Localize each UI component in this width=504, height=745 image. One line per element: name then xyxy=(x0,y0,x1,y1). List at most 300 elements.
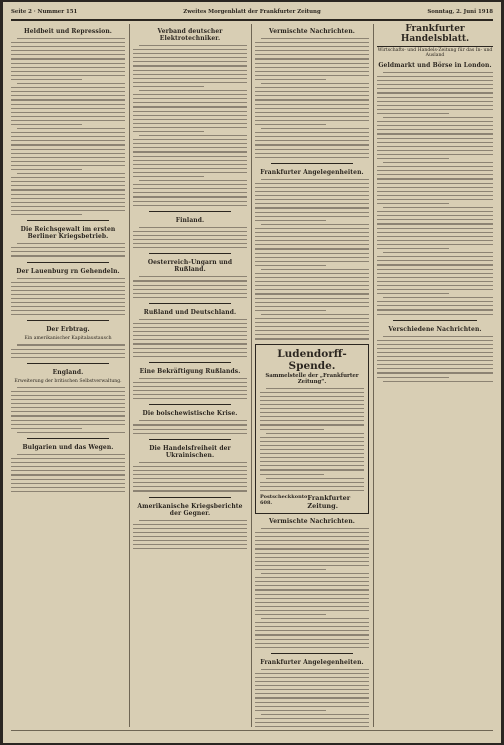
article-separator xyxy=(27,438,109,439)
text-line xyxy=(377,211,493,212)
text-line xyxy=(255,310,326,311)
article-separator xyxy=(27,320,109,321)
text-line xyxy=(11,144,125,145)
article-heading: Verschiedene Nachrichten. xyxy=(388,325,482,333)
text-line xyxy=(11,112,125,113)
text-line xyxy=(133,433,247,434)
text-line xyxy=(133,394,247,395)
text-line xyxy=(133,280,247,281)
text-line xyxy=(133,382,247,383)
article-heading: Die Reichsgewalt im ersten Berliner Kriegsbetrieb. xyxy=(20,226,116,241)
text-line xyxy=(260,465,364,466)
article-separator xyxy=(149,253,231,254)
text-line xyxy=(383,381,493,382)
text-line xyxy=(377,260,493,261)
text-line xyxy=(383,162,493,163)
text-line xyxy=(139,276,247,277)
text-line xyxy=(11,104,125,105)
text-line xyxy=(133,540,247,541)
text-line xyxy=(11,255,125,256)
text-line xyxy=(255,630,369,631)
text-line xyxy=(260,441,364,442)
text-line xyxy=(261,224,369,225)
text-line xyxy=(133,285,247,286)
text-line xyxy=(255,207,369,208)
text-line xyxy=(255,330,369,331)
text-line xyxy=(133,482,247,483)
text-line xyxy=(133,490,247,491)
text-line xyxy=(261,38,369,39)
text-line xyxy=(255,697,369,698)
text-line xyxy=(11,420,125,421)
text-line xyxy=(133,235,247,236)
text-line xyxy=(133,196,247,197)
text-line xyxy=(255,54,369,55)
text-line xyxy=(377,183,493,184)
text-line xyxy=(255,67,369,68)
text-line xyxy=(133,86,204,87)
text-line xyxy=(377,223,493,224)
text-line xyxy=(377,269,493,270)
text-line xyxy=(133,65,247,66)
text-line xyxy=(255,706,369,707)
text-line xyxy=(377,236,493,237)
postscheck-label: Postscheckkonto 608. xyxy=(260,494,308,506)
text-line xyxy=(11,58,125,59)
text-line xyxy=(377,150,493,151)
text-line xyxy=(11,132,125,133)
text-line xyxy=(377,352,493,353)
article-heading: Die Handelsfreiheit der Ukrainischen. xyxy=(149,444,231,459)
text-line xyxy=(255,277,369,278)
text-line xyxy=(255,157,369,158)
text-line xyxy=(133,532,247,533)
text-line xyxy=(255,58,369,59)
article-separator xyxy=(271,163,353,164)
text-line xyxy=(377,248,449,249)
text-line xyxy=(255,63,369,64)
text-line xyxy=(255,622,369,623)
text-line xyxy=(133,82,247,83)
text-line xyxy=(261,528,369,529)
text-line xyxy=(255,99,369,100)
text-line xyxy=(260,449,364,450)
text-line xyxy=(139,45,247,46)
text-line xyxy=(133,247,247,248)
text-line xyxy=(255,42,369,43)
text-line xyxy=(133,343,247,344)
text-line xyxy=(377,240,493,241)
text-line xyxy=(11,306,125,307)
text-line xyxy=(255,124,326,125)
text-line xyxy=(133,544,247,545)
box-footer xyxy=(260,494,364,510)
text-line xyxy=(255,536,369,537)
text-line xyxy=(255,302,369,303)
text-line xyxy=(260,461,364,462)
text-line xyxy=(139,319,247,320)
text-line xyxy=(377,344,493,345)
article-heading: Geldmarkt und Börse in London. xyxy=(378,62,492,69)
text-line xyxy=(260,392,364,393)
text-line xyxy=(377,228,493,229)
text-line xyxy=(133,151,247,152)
text-line xyxy=(261,618,369,619)
text-line xyxy=(11,120,125,121)
text-line xyxy=(261,179,369,180)
text-line xyxy=(17,128,125,129)
text-line xyxy=(11,54,125,55)
text-line xyxy=(255,293,369,294)
article-heading: Vermischte Nachrichten. xyxy=(269,518,355,525)
text-line xyxy=(11,214,82,215)
text-line xyxy=(11,202,125,203)
text-line xyxy=(255,183,369,184)
box-signature: Frankfurter Zeitung. xyxy=(307,494,351,510)
text-line xyxy=(260,486,364,487)
text-line xyxy=(383,117,493,118)
text-line xyxy=(11,479,125,480)
text-line xyxy=(133,184,247,185)
text-line xyxy=(383,72,493,73)
text-line xyxy=(377,348,493,349)
text-line xyxy=(133,188,247,189)
text-line xyxy=(377,195,493,196)
article-heading: Rußland und Deutschland. xyxy=(143,308,237,316)
text-line xyxy=(255,116,369,117)
text-line xyxy=(11,357,125,358)
text-line xyxy=(133,123,247,124)
box-body xyxy=(260,388,364,491)
text-line xyxy=(255,602,369,603)
text-line xyxy=(133,70,247,71)
text-line xyxy=(255,581,369,582)
text-line xyxy=(377,215,493,216)
text-line xyxy=(11,136,125,137)
text-line xyxy=(255,585,369,586)
text-line xyxy=(377,166,493,167)
text-line xyxy=(255,232,369,233)
text-line xyxy=(377,377,449,378)
text-line xyxy=(11,470,125,471)
text-line xyxy=(255,557,369,558)
text-line xyxy=(11,153,125,154)
text-line xyxy=(133,57,247,58)
text-line xyxy=(11,63,125,64)
text-line xyxy=(17,454,125,455)
text-line xyxy=(11,169,82,170)
text-line xyxy=(133,164,247,165)
text-line xyxy=(133,293,247,294)
text-line xyxy=(255,136,369,137)
text-line xyxy=(377,138,493,139)
text-line xyxy=(11,483,125,484)
text-line xyxy=(255,610,369,611)
text-line xyxy=(255,548,369,549)
article-heading: Vermischte Nachrichten. xyxy=(269,28,355,35)
text-line xyxy=(260,453,364,454)
text-line xyxy=(11,428,82,429)
issue-date: Sonntag, 2. Juni 1918 xyxy=(427,9,493,15)
article-separator xyxy=(149,362,231,363)
text-line xyxy=(377,191,493,192)
text-line xyxy=(260,400,364,401)
text-line xyxy=(17,243,125,244)
text-line xyxy=(133,466,247,467)
text-line xyxy=(377,187,493,188)
text-line xyxy=(133,327,247,328)
masthead-note: Wirtschafts- und Handels-Zeitung für das In- und Ausland xyxy=(377,48,493,58)
text-line xyxy=(17,432,125,433)
text-line xyxy=(255,565,369,566)
text-line xyxy=(255,220,326,221)
text-line xyxy=(255,149,369,150)
text-line xyxy=(377,146,493,147)
text-line xyxy=(255,298,369,299)
text-line xyxy=(11,95,125,96)
column-3 xyxy=(255,24,369,727)
text-line xyxy=(377,113,449,114)
text-line xyxy=(11,165,125,166)
text-line xyxy=(11,407,125,408)
text-line xyxy=(255,248,369,249)
text-line xyxy=(11,71,125,72)
text-line xyxy=(11,474,125,475)
text-line xyxy=(11,349,125,350)
text-line xyxy=(133,528,247,529)
text-line xyxy=(255,589,369,590)
text-line xyxy=(133,139,247,140)
text-line xyxy=(133,536,247,537)
article-subheading: Erweiterung der britischen Selbstverwaltung. xyxy=(14,378,122,384)
text-line xyxy=(133,231,247,232)
text-line xyxy=(377,154,493,155)
text-line xyxy=(11,302,125,303)
text-line xyxy=(133,102,247,103)
text-line xyxy=(377,199,493,200)
text-line xyxy=(11,395,125,396)
text-line xyxy=(11,124,82,125)
text-line xyxy=(11,282,125,283)
text-line xyxy=(260,429,324,430)
text-line xyxy=(377,232,493,233)
text-line xyxy=(255,598,369,599)
article-separator xyxy=(149,303,231,304)
text-line xyxy=(139,135,247,136)
text-line xyxy=(11,46,125,47)
text-line xyxy=(255,285,369,286)
text-line xyxy=(139,180,247,181)
text-line xyxy=(139,462,247,463)
text-line xyxy=(133,470,247,471)
text-line xyxy=(255,689,369,690)
text-line xyxy=(11,415,125,416)
text-line xyxy=(377,125,493,126)
article-heading: England. xyxy=(52,368,84,376)
text-line xyxy=(17,387,125,388)
text-line xyxy=(255,334,369,335)
text-line xyxy=(377,219,493,220)
article-separator xyxy=(27,363,109,364)
text-line xyxy=(133,323,247,324)
text-line xyxy=(133,486,247,487)
box-title: Ludendorff-Spende. xyxy=(277,347,347,372)
text-line xyxy=(133,127,247,128)
text-line xyxy=(260,482,364,483)
text-line xyxy=(133,424,247,425)
text-line xyxy=(11,108,125,109)
text-line xyxy=(133,98,247,99)
text-line xyxy=(11,198,125,199)
text-line xyxy=(133,160,247,161)
text-line xyxy=(11,149,125,150)
text-line xyxy=(377,277,493,278)
text-line xyxy=(377,372,493,373)
text-line xyxy=(255,195,369,196)
text-line xyxy=(255,577,369,578)
text-line xyxy=(133,429,247,430)
text-line xyxy=(11,290,125,291)
text-line xyxy=(255,639,369,640)
article-separator xyxy=(149,404,231,405)
column-rule xyxy=(129,24,130,727)
text-line xyxy=(133,524,247,525)
ludendorff-spende-box xyxy=(255,344,369,514)
text-line xyxy=(255,281,369,282)
text-line xyxy=(255,120,369,121)
text-line xyxy=(11,403,125,404)
article-separator xyxy=(149,439,231,440)
text-line xyxy=(11,251,125,252)
text-line xyxy=(133,548,247,549)
text-line xyxy=(255,726,369,727)
article-heading: Die bolschewistische Krise. xyxy=(142,410,238,418)
text-line xyxy=(133,352,247,353)
text-line xyxy=(260,412,364,413)
text-line xyxy=(255,673,369,674)
text-line xyxy=(11,286,125,287)
text-line xyxy=(377,289,493,290)
article-heading: Der Erbtrag. xyxy=(46,326,90,334)
text-line xyxy=(255,540,369,541)
text-line xyxy=(377,244,493,245)
text-line xyxy=(377,101,493,102)
text-line xyxy=(133,239,247,240)
newspaper-title: Zweites Morgenblatt der Frankfurter Zeitung xyxy=(183,9,321,15)
text-line xyxy=(255,244,369,245)
column-rule xyxy=(373,24,374,727)
text-line xyxy=(255,647,369,648)
text-line xyxy=(266,388,364,389)
text-line xyxy=(139,378,247,379)
text-line xyxy=(377,80,493,81)
text-line xyxy=(255,199,369,200)
text-line xyxy=(255,191,369,192)
text-line xyxy=(255,614,326,615)
text-line xyxy=(377,109,493,110)
text-line xyxy=(133,335,247,336)
text-line xyxy=(261,128,369,129)
text-line xyxy=(11,79,82,80)
text-line xyxy=(133,119,247,120)
text-line xyxy=(11,424,125,425)
text-line xyxy=(255,46,369,47)
text-line xyxy=(377,293,449,294)
text-line xyxy=(17,173,125,174)
text-line xyxy=(383,297,493,298)
text-line xyxy=(260,469,364,470)
text-line xyxy=(377,281,493,282)
text-line xyxy=(261,573,369,574)
article-subheading: Ein amerikanischer Kapitalaustausch xyxy=(24,336,112,342)
article-heading: Oesterreich-Ungarn und Rußland. xyxy=(147,259,233,274)
text-line xyxy=(11,314,125,315)
text-line xyxy=(377,368,493,369)
text-line xyxy=(255,634,369,635)
text-line xyxy=(11,116,125,117)
text-line xyxy=(261,314,369,315)
text-line xyxy=(133,390,247,391)
text-line xyxy=(11,42,125,43)
text-line xyxy=(139,420,247,421)
article-heading: Amerikanische Kriegsberichte der Gegner. xyxy=(137,502,243,517)
text-line xyxy=(11,210,125,211)
text-line xyxy=(133,205,247,206)
text-line xyxy=(133,74,247,75)
text-line xyxy=(11,161,125,162)
text-line xyxy=(377,360,493,361)
text-line xyxy=(133,131,204,132)
text-line xyxy=(11,189,125,190)
text-line xyxy=(255,693,369,694)
text-line xyxy=(255,79,326,80)
text-line xyxy=(261,269,369,270)
text-line xyxy=(133,78,247,79)
text-line xyxy=(377,129,493,130)
article-separator xyxy=(27,220,109,221)
text-line xyxy=(255,228,369,229)
text-line xyxy=(255,306,369,307)
text-line xyxy=(255,91,369,92)
text-line xyxy=(11,391,125,392)
text-line xyxy=(139,520,247,521)
text-line xyxy=(133,53,247,54)
article-heading: Verband deutscher Elektrotechniker. xyxy=(157,28,223,42)
text-line xyxy=(133,398,247,399)
text-line xyxy=(377,256,493,257)
text-line xyxy=(255,265,326,266)
text-line xyxy=(139,227,247,228)
article-separator xyxy=(393,320,477,321)
text-line xyxy=(377,364,493,365)
text-line xyxy=(255,685,369,686)
text-line xyxy=(260,474,324,475)
text-line xyxy=(11,353,125,354)
text-line xyxy=(133,115,247,116)
text-line xyxy=(11,399,125,400)
text-line xyxy=(377,121,493,122)
article-heading: Eine Bekräftigung Rußlands. xyxy=(139,367,241,375)
text-line xyxy=(260,424,364,425)
column-1 xyxy=(11,24,125,727)
text-line xyxy=(255,240,369,241)
page-footer xyxy=(11,730,493,739)
text-line xyxy=(377,97,493,98)
text-line xyxy=(377,170,493,171)
text-line xyxy=(255,261,369,262)
text-line xyxy=(377,178,493,179)
text-line xyxy=(255,236,369,237)
